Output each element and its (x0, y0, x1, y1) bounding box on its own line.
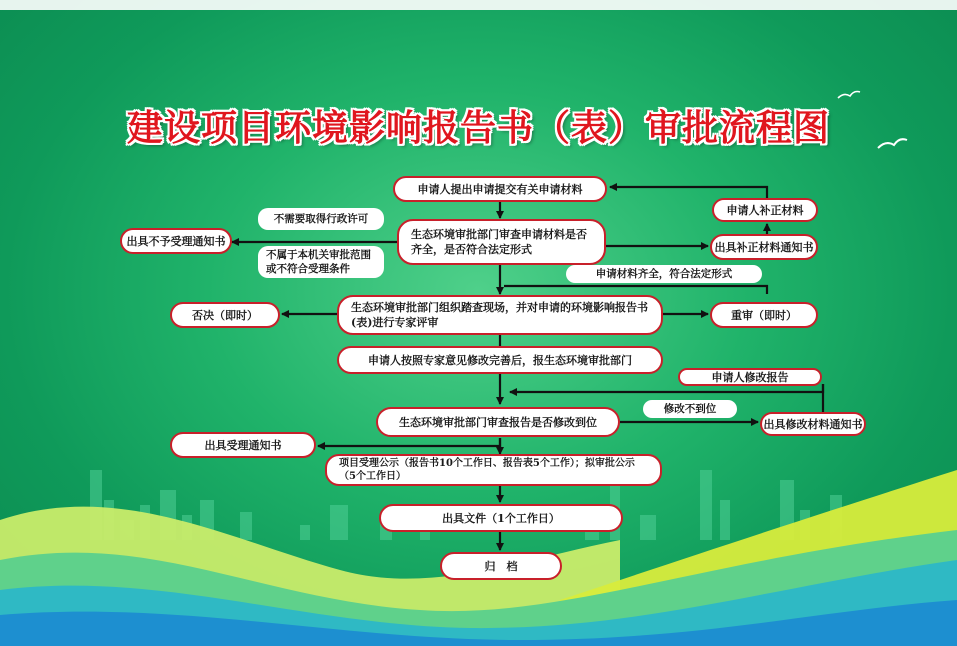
revise-submit-node: 申请人按照专家意见修改完善后，报生态环境审批部门 (337, 346, 663, 374)
site-review-node: 生态环境审批部门组织踏查现场，并对申请的环境影响报告书(表)进行专家评审 (337, 295, 663, 335)
submit-application-node: 申请人提出申请提交有关申请材料 (393, 176, 607, 202)
supplement-notice-node: 出具补正材料通知书 (710, 234, 818, 260)
line-materials-complete (504, 286, 767, 294)
review-materials-node: 生态环境审批部门审查申请材料是否齐全，是否符合法定形式 (397, 219, 606, 265)
page-title: 建设项目环境影响报告书（表）审批流程图 (126, 108, 830, 149)
modify-report-node: 申请人修改报告 (678, 368, 822, 386)
acceptance-notice-node: 出具受理通知书 (170, 432, 316, 458)
not-accepted-notice-node: 出具不予受理通知书 (120, 228, 232, 254)
arrow-supplement-to-submit (610, 187, 767, 198)
reject-node: 否决（即时） (170, 302, 280, 328)
arrow-to-acceptance-notice (318, 438, 500, 446)
revision-notice-node: 出具修改材料通知书 (760, 412, 866, 436)
archive-node: 归 档 (440, 552, 562, 580)
out-of-scope-label: 不属于本机关审批范围或不符合受理条件 (258, 246, 384, 278)
no-permit-needed-label: 不需要取得行政许可 (258, 208, 384, 230)
materials-complete-label: 申请材料齐全，符合法定形式 (566, 265, 762, 283)
re-review-node: 重审（即时） (710, 302, 818, 328)
supplement-materials-node: 申请人补正材料 (712, 198, 818, 222)
publicity-node: 项目受理公示（报告书10个工作日、报告表5个工作）；拟审批公示（5个工作日） (325, 454, 662, 486)
not-revised-label: 修改不到位 (643, 400, 737, 418)
issue-document-node: 出具文件（1个工作日） (379, 504, 623, 532)
check-revision-node: 生态环境审批部门审查报告是否修改到位 (376, 407, 620, 437)
